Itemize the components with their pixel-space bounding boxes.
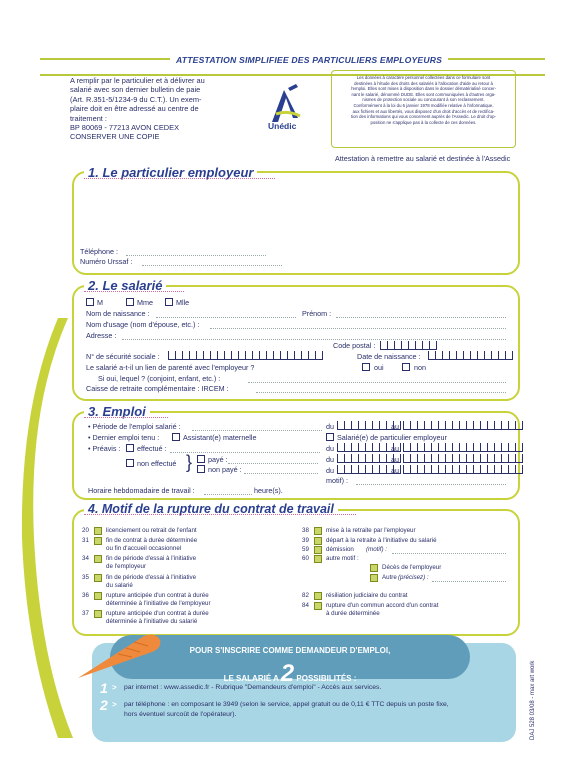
weekly-hours-label: Horaire hebdomadaire de travail : bbox=[88, 486, 195, 495]
civility-mlle-label: Mlle bbox=[176, 298, 190, 307]
brace-icon: } bbox=[186, 452, 193, 472]
notice-au-3: au bbox=[391, 466, 399, 475]
registration-line2b: POSSIBILITÉS : bbox=[296, 674, 357, 683]
reason-code: 60 bbox=[302, 555, 309, 562]
period-du: du bbox=[326, 422, 334, 431]
option1-text: par internet : www.assedic.fr - Rubrique "Demandeurs d'emploi" - Accès aux services. bbox=[124, 684, 382, 691]
intro-line: (Art. R.351-5/1234-9 du C.T.). Un exem- bbox=[70, 94, 202, 104]
intro-line: traitement : bbox=[70, 113, 107, 123]
reason-checkbox[interactable] bbox=[314, 602, 322, 610]
resignation-motif-field[interactable] bbox=[392, 553, 506, 554]
postal-code-label: Code postal : bbox=[333, 341, 376, 350]
reason-code: 20 bbox=[82, 527, 89, 534]
notice-du-1: du bbox=[326, 444, 334, 453]
form-reference: DAJ 528 03/08 - max art work bbox=[530, 660, 536, 740]
other-specify-field[interactable] bbox=[432, 581, 506, 582]
section-employer bbox=[72, 171, 520, 275]
kinship-no-checkbox[interactable] bbox=[402, 363, 410, 371]
notice-line: Conformément à la loi du 6 janvier 1978 modifiée relative à l'informatique, bbox=[353, 102, 494, 108]
birthdate-boxes[interactable] bbox=[428, 351, 513, 360]
option2-arrow-icon: > bbox=[112, 700, 117, 709]
reason-text: du salarié bbox=[106, 582, 133, 589]
kinship-no-label: non bbox=[414, 363, 426, 372]
reason-checkbox[interactable] bbox=[94, 537, 102, 545]
employer-death-checkbox[interactable] bbox=[370, 564, 378, 572]
assistant-label: Assistant(e) maternelle bbox=[183, 433, 257, 442]
phone-field[interactable] bbox=[126, 255, 266, 256]
firstname-field[interactable] bbox=[336, 317, 506, 318]
reason-code: 34 bbox=[82, 555, 89, 562]
reason-text: autre motif : bbox=[326, 555, 359, 562]
ssn-label: N° de sécurité sociale : bbox=[86, 352, 160, 361]
notice-line: l'emploi. Elles sont mises à disposition dans le dossier dématérialisé concer- bbox=[350, 86, 497, 92]
reason-checkbox[interactable] bbox=[314, 546, 322, 554]
kinship-yes-label: oui bbox=[374, 363, 384, 372]
notice-done-label: effectué : bbox=[137, 444, 167, 453]
civility-mme-checkbox[interactable] bbox=[126, 298, 134, 306]
reason-checkbox[interactable] bbox=[314, 527, 322, 535]
reason-text: fin de période d'essai à l'initiative bbox=[106, 555, 197, 562]
reason-checkbox[interactable] bbox=[94, 592, 102, 600]
reason-text: rupture anticipée d'un contrat à durée bbox=[106, 610, 209, 617]
reason-extra: (motif) : bbox=[366, 546, 387, 553]
reason-code: 82 bbox=[302, 592, 309, 599]
kinship-which-label: Si oui, lequel ? (conjoint, enfant, etc.) : bbox=[98, 374, 221, 383]
notice-period-text: Préavis : bbox=[92, 444, 121, 453]
registration-line2a: LE SALARIÉ A bbox=[223, 674, 279, 683]
notice-motif-label: motif) : bbox=[326, 476, 348, 485]
pension-fund-label: Caisse de retraite complémentaire : IRCEM : bbox=[86, 384, 229, 393]
reason-text: déterminée à l'initiative du salarié bbox=[106, 618, 198, 625]
postal-code-boxes[interactable] bbox=[380, 341, 437, 350]
reason-code: 31 bbox=[82, 537, 89, 544]
pension-fund-field[interactable] bbox=[256, 392, 506, 393]
period-end-boxes[interactable] bbox=[403, 421, 523, 430]
employment-period-label: • Période de l'emploi salarié : bbox=[88, 422, 181, 431]
weekly-hours-unit: heure(s). bbox=[254, 486, 283, 495]
paid-field[interactable] bbox=[228, 463, 318, 464]
intro-line: salarié avec son dernier bulletin de paie bbox=[70, 85, 201, 95]
ssn-boxes[interactable] bbox=[168, 351, 323, 360]
last-job-label: • Dernier emploi tenu : bbox=[88, 433, 160, 442]
kinship-yes-checkbox[interactable] bbox=[362, 363, 370, 371]
notice-line: tion des informations qui vous concernent auprès de l'Assedic. Le droit d'op- bbox=[351, 114, 496, 120]
reason-text: départ à la retraite à l'initiative du salarié bbox=[326, 537, 437, 544]
intro-line: BP 80069 - 77213 AVON CEDEX bbox=[70, 123, 180, 133]
paid-checkbox[interactable] bbox=[197, 455, 205, 463]
notice-line: aux fichiers et aux libertés, vous disposez d'un droit d'accès et de rectifica- bbox=[352, 108, 495, 114]
registration-line1: POUR S'INSCRIRE COMME DEMANDEUR D'EMPLOI, bbox=[189, 646, 391, 655]
notice-not-done-label: non effectué bbox=[137, 459, 177, 468]
reason-checkbox[interactable] bbox=[314, 592, 322, 600]
reason-checkbox[interactable] bbox=[314, 555, 322, 563]
reason-text: mise à la retraite par l'employeur bbox=[326, 527, 416, 534]
kinship-which-field[interactable] bbox=[248, 382, 506, 383]
reason-checkbox[interactable] bbox=[94, 610, 102, 618]
unpaid-checkbox[interactable] bbox=[197, 465, 205, 473]
urssaf-field[interactable] bbox=[142, 265, 282, 266]
address-field[interactable] bbox=[122, 339, 506, 340]
reason-checkbox[interactable] bbox=[94, 527, 102, 535]
last-job-text: Dernier emploi tenu : bbox=[92, 433, 160, 442]
section-termination-title: 4. Motif de la rupture du contrat de travail bbox=[84, 502, 338, 516]
unpaid-label: non payé : bbox=[208, 465, 242, 474]
notice-end-boxes-3[interactable] bbox=[403, 465, 523, 474]
civility-mlle-checkbox[interactable] bbox=[165, 298, 173, 306]
other-label: Autre bbox=[382, 574, 397, 581]
reason-code: 59 bbox=[302, 546, 309, 553]
employment-period-field[interactable] bbox=[192, 430, 322, 431]
usage-name-label: Nom d'usage (nom d'épouse, etc.) : bbox=[86, 320, 200, 329]
option1-number: 1 bbox=[100, 680, 108, 696]
paid-label: payé : bbox=[208, 455, 228, 464]
reason-code: 39 bbox=[302, 537, 309, 544]
employee-pe-checkbox[interactable] bbox=[326, 433, 334, 441]
notice-line: nant le salarié, dénommé DUDE. Elles sont communiquées à d'autres orga- bbox=[351, 91, 496, 97]
notice-line: destinées à l'étude des droits des salariés à l'allocation d'aide au retour à bbox=[354, 80, 493, 86]
reason-code: 38 bbox=[302, 527, 309, 534]
reason-code: 37 bbox=[82, 610, 89, 617]
notice-line: position ne s'applique pas à la collecte de ces données. bbox=[370, 119, 477, 125]
employee-pe-label: Salarié(e) de particulier employeur bbox=[337, 433, 447, 442]
section-employee-title: 2. Le salarié bbox=[84, 278, 166, 293]
urssaf-label: Numéro Urssaf : bbox=[80, 257, 133, 266]
notice-done-field[interactable] bbox=[170, 452, 320, 453]
reason-text: démission bbox=[326, 546, 354, 553]
weekly-hours-field[interactable] bbox=[204, 494, 252, 495]
reason-text: licenciement ou retrait de l'enfant bbox=[106, 527, 197, 534]
notice-done-checkbox[interactable] bbox=[126, 444, 134, 452]
assistant-checkbox[interactable] bbox=[172, 433, 180, 441]
birthdate-label: Date de naissance : bbox=[357, 352, 421, 361]
reason-text: rupture d'un commun accord d'un contrat bbox=[326, 602, 439, 609]
privacy-notice bbox=[331, 70, 516, 148]
option2-text-b: hors éventuel surcoût de l'opérateur). bbox=[124, 711, 237, 718]
attestation-note: Attestation à remettre au salarié et destinée à l'Assedic bbox=[335, 154, 511, 163]
form-title: ATTESTATION SIMPLIFIEE DES PARTICULIERS EMPLOYEURS bbox=[170, 55, 448, 65]
intro-text bbox=[70, 76, 270, 142]
notice-line: Les données à caractère personnel collectées dans ce formulaire sont bbox=[356, 75, 491, 80]
reason-checkbox[interactable] bbox=[94, 574, 102, 582]
section-employer-title: 1. Le particulier employeur bbox=[84, 165, 257, 180]
birth-name-label: Nom de naissance : bbox=[86, 309, 150, 318]
reason-text: de l'employeur bbox=[106, 563, 147, 570]
registration-big-number: 2 bbox=[280, 660, 295, 687]
reason-text: rupture anticipée d'un contrat à durée bbox=[106, 592, 209, 599]
notice-period-label: • Préavis : bbox=[88, 444, 121, 453]
notice-motif-field[interactable] bbox=[356, 484, 506, 485]
address-label: Adresse : bbox=[86, 331, 117, 340]
option2-number: 2 bbox=[100, 697, 108, 713]
notice-du-2: du bbox=[326, 455, 334, 464]
notice-end-boxes-2[interactable] bbox=[403, 454, 523, 463]
civility-m-checkbox[interactable] bbox=[86, 298, 94, 306]
reason-text: ou fin d'accueil occasionnel bbox=[106, 545, 182, 552]
notice-end-boxes-1[interactable] bbox=[403, 443, 523, 452]
section-job-title: 3. Emploi bbox=[84, 404, 150, 419]
logo-text: Unédic bbox=[268, 121, 297, 131]
kinship-question: Le salarié a-t-il un lien de parenté avec l'employeur ? bbox=[86, 363, 255, 372]
specify-label: (précisez) : bbox=[398, 574, 429, 581]
reason-code: 36 bbox=[82, 592, 89, 599]
reason-text: résiliation judiciaire du contrat bbox=[326, 592, 408, 599]
reason-checkbox[interactable] bbox=[94, 555, 102, 563]
civility-m-label: M bbox=[97, 298, 103, 307]
notice-du-3: du bbox=[326, 466, 334, 475]
usage-name-field[interactable] bbox=[210, 328, 506, 329]
notice-not-done-checkbox[interactable] bbox=[126, 459, 134, 467]
employer-death-label: Décès de l'employeur bbox=[382, 564, 442, 571]
reason-text: fin de contrat à durée déterminée bbox=[106, 537, 198, 544]
reason-text: déterminée à l'initiative de l'employeur bbox=[106, 600, 211, 607]
option1-arrow-icon: > bbox=[112, 683, 117, 692]
reason-text: à durée déterminée bbox=[326, 610, 380, 617]
reason-code: 84 bbox=[302, 602, 309, 609]
other-checkbox[interactable] bbox=[370, 574, 378, 582]
unpaid-field[interactable] bbox=[244, 473, 318, 474]
intro-line: CONSERVER UNE COPIE bbox=[70, 132, 160, 142]
period-au: au bbox=[391, 422, 399, 431]
firstname-label: Prénom : bbox=[302, 309, 332, 318]
intro-line: plaire doit en être adressé au centre de bbox=[70, 104, 199, 114]
phone-label: Téléphone : bbox=[80, 247, 118, 256]
reason-checkbox[interactable] bbox=[314, 537, 322, 545]
notice-au-1: au bbox=[391, 444, 399, 453]
employment-period-text: Période de l'emploi salarié : bbox=[92, 422, 181, 431]
notice-au-2: au bbox=[391, 455, 399, 464]
civility-mme-label: Mme bbox=[137, 298, 153, 307]
reason-text: fin de période d'essai à l'initiative bbox=[106, 574, 197, 581]
reason-code: 35 bbox=[82, 574, 89, 581]
notice-line: nismes de protection sociale ou concourant à son reclassement. bbox=[362, 97, 485, 103]
intro-line: A remplir par le particulier et à délivrer au bbox=[70, 76, 205, 85]
birth-name-field[interactable] bbox=[156, 317, 296, 318]
option2-text-a: par téléphone : en composant le 3949 (selon le service, appel gratuit ou de 0,11 € TTC depuis un poste fixe, bbox=[124, 701, 449, 708]
